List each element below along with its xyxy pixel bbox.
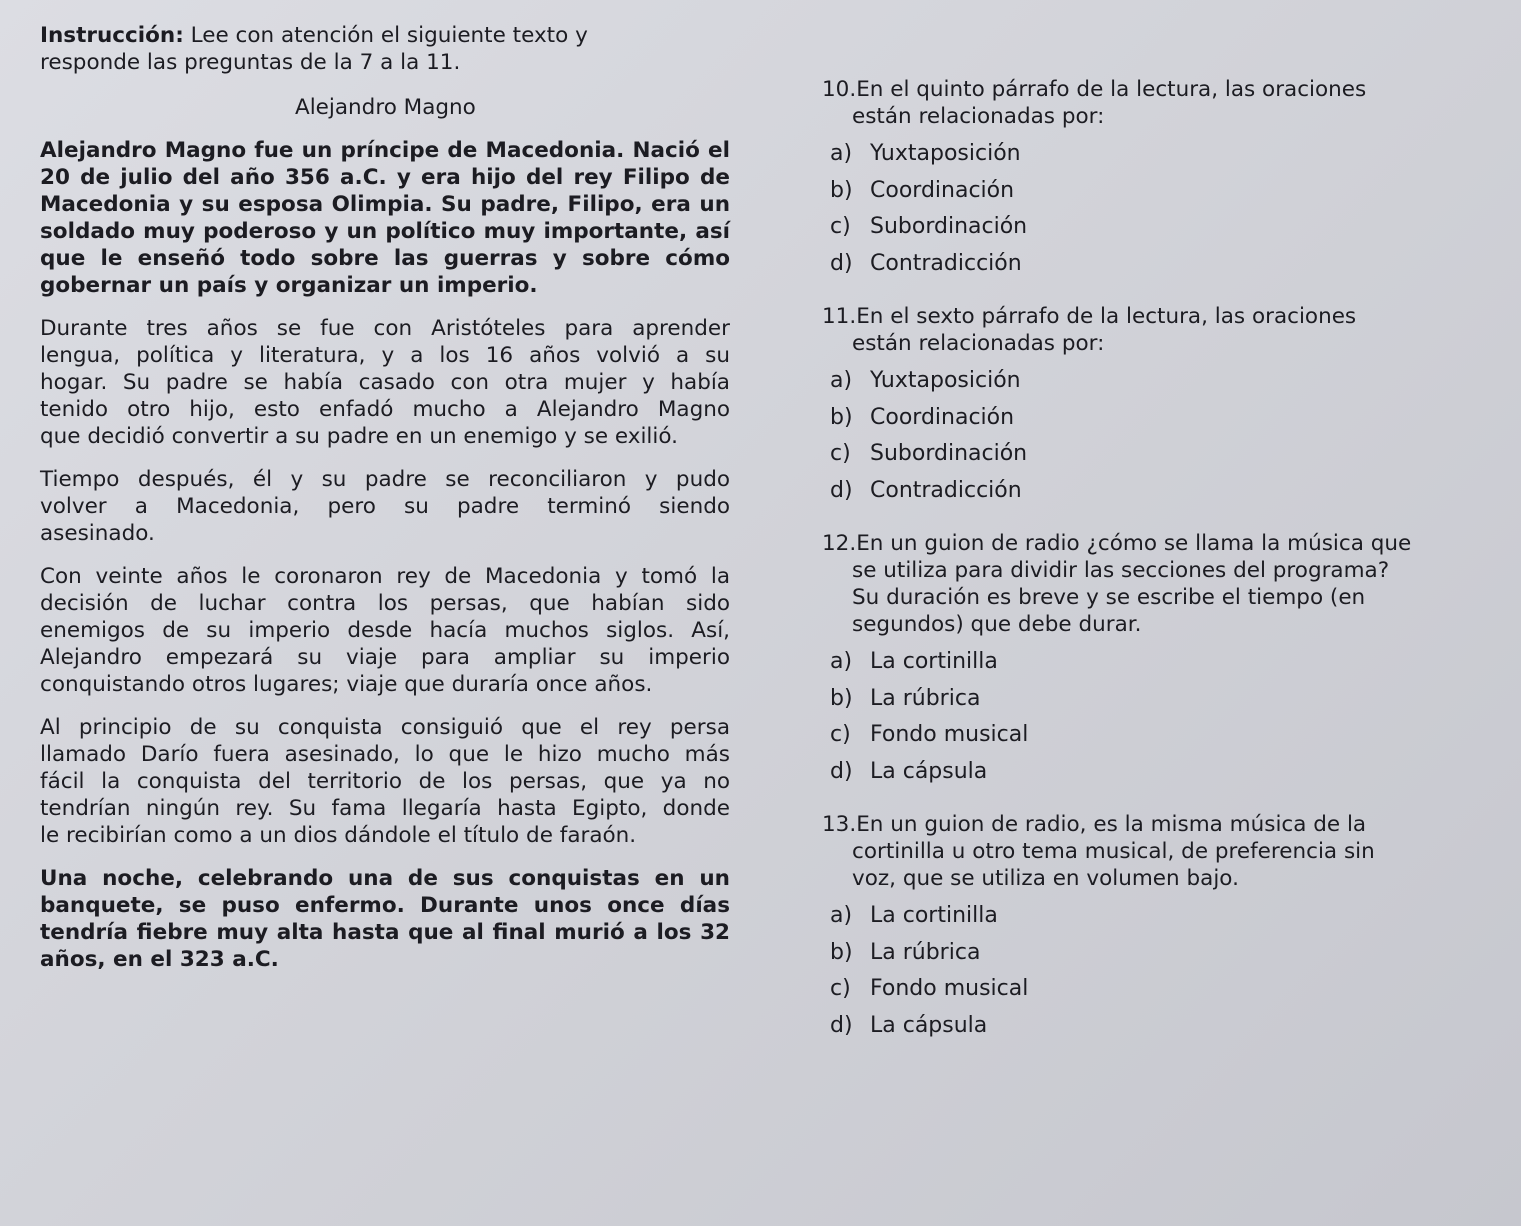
- option-text: Yuxtaposición: [870, 141, 1021, 166]
- paragraph-line: Durante tres años se fue con Aristóteles para aprender: [40, 316, 730, 341]
- option-letter: b): [830, 177, 853, 203]
- instruction-line-2: responde las preguntas de la 7 a la 11.: [40, 50, 461, 75]
- instruction: [40, 22, 730, 76]
- questions-column: [822, 76, 1492, 1044]
- option-b[interactable]: [822, 400, 1492, 437]
- option-text: Contradicción: [870, 477, 1022, 503]
- paragraph-line: Al principio de su conquista consiguió que el rey persa: [40, 715, 730, 740]
- option-text: Coordinación: [870, 404, 1015, 430]
- option-letter: a): [830, 368, 853, 393]
- paragraph-line: le recibirían como a un dios dándole el título de faraón.: [40, 823, 637, 848]
- option-text: Fondo musical: [870, 722, 1029, 747]
- paragraph-line: que decidió convertir a su padre en un enemigo y se exilió.: [40, 424, 678, 449]
- option-letter: a): [830, 903, 853, 928]
- paragraph-1: [40, 137, 730, 299]
- paragraph-line: que le enseñó todo sobre las guerras y sobre cómo: [40, 246, 730, 271]
- paragraph-line: Alejandro empezará su viaje para ampliar su imperio: [40, 645, 730, 670]
- paragraph-line: lengua, política y literatura, y a los 16 años volvió a su: [40, 343, 730, 368]
- paragraph-line: conquistando otros lugares; viaje que duraría once años.: [40, 672, 653, 697]
- option-text: La rúbrica: [870, 939, 981, 965]
- paragraph-2: [40, 315, 730, 450]
- question-stem: 11.En el sexto párrafo de la lectura, las oraciones: [822, 304, 1357, 329]
- option-text: Subordinación: [870, 214, 1028, 239]
- paragraph-line: 20 de julio del año 356 a.C. y era hijo del rey Filipo de: [40, 165, 730, 190]
- question-stem: 10.En el quinto párrafo de la lectura, las oraciones: [822, 77, 1367, 102]
- paragraph-5: [40, 714, 730, 849]
- option-c[interactable]: [822, 717, 1492, 754]
- paragraph-line: enemigos de su imperio desde hacía muchos siglos. Así,: [40, 618, 730, 643]
- instruction-label: Instrucción:: [40, 23, 184, 48]
- instruction-line-1: [40, 22, 730, 49]
- option-letter: a): [830, 649, 853, 674]
- question-stem: cortinilla u otro tema musical, de preferencia sin: [852, 839, 1375, 864]
- option-text: Coordinación: [870, 177, 1015, 203]
- question-stem: están relacionadas por:: [852, 104, 1105, 129]
- paragraph-line: Tiempo después, él y su padre se reconciliaron y pudo: [40, 467, 730, 492]
- paragraph-6: [40, 865, 730, 973]
- option-letter: d): [830, 477, 853, 503]
- option-b[interactable]: [822, 935, 1492, 972]
- option-text: Yuxtaposición: [870, 368, 1021, 393]
- option-text: La rúbrica: [870, 685, 981, 711]
- paragraph-line: hogar. Su padre se había casado con otra mujer y había: [40, 370, 730, 395]
- options-list: [822, 136, 1492, 282]
- option-a[interactable]: [822, 136, 1492, 173]
- paragraph-4: [40, 563, 730, 698]
- question-11: [822, 303, 1492, 509]
- option-a[interactable]: [822, 363, 1492, 400]
- option-d[interactable]: [822, 754, 1492, 791]
- option-d[interactable]: [822, 473, 1492, 510]
- paragraph-line: fácil la conquista del territorio de los persas, que ya no: [40, 769, 730, 794]
- question-stem: 13.En un guion de radio, es la misma música de la: [822, 812, 1367, 837]
- option-letter: c): [830, 722, 851, 747]
- option-letter: a): [830, 141, 853, 166]
- paragraph-line: Alejandro Magno fue un príncipe de Macedonia. Nació el: [40, 138, 730, 163]
- option-c[interactable]: [822, 209, 1492, 246]
- question-stem: segundos) que debe durar.: [852, 612, 1142, 637]
- question-stem: están relacionadas por:: [852, 331, 1105, 356]
- options-list: [822, 363, 1492, 509]
- reading-title: Alejandro Magno: [295, 95, 476, 120]
- question-12: [822, 530, 1492, 790]
- options-list: [822, 644, 1492, 790]
- paragraph-line: tendría fiebre muy alta hasta que al final murió a los 32: [40, 920, 730, 945]
- paragraph-line: gobernar un país y organizar un imperio.: [40, 273, 538, 298]
- question-stem: voz, que se utiliza en volumen bajo.: [852, 866, 1239, 891]
- paragraph-line: tendrían ningún rey. Su fama llegaría hasta Egipto, donde: [40, 796, 730, 821]
- option-text: Subordinación: [870, 441, 1028, 466]
- option-letter: d): [830, 758, 853, 784]
- option-letter: c): [830, 214, 851, 239]
- question-stem: Su duración es breve y se escribe el tiempo (en: [852, 585, 1366, 610]
- paragraph-line: Una noche, celebrando una de sus conquistas en un: [40, 866, 730, 891]
- option-c[interactable]: [822, 971, 1492, 1008]
- paragraph-line: asesinado.: [40, 521, 155, 546]
- option-a[interactable]: [822, 644, 1492, 681]
- paragraph-line: Macedonia y su esposa Olimpia. Su padre, Filipo, era un: [40, 192, 730, 217]
- option-a[interactable]: [822, 898, 1492, 935]
- paragraph-line: tenido otro hijo, esto enfadó mucho a Alejandro Magno: [40, 397, 730, 422]
- option-text: La cápsula: [870, 1012, 988, 1038]
- option-letter: c): [830, 976, 851, 1001]
- paragraph-line: volver a Macedonia, pero su padre terminó siendo: [40, 494, 730, 519]
- question-stem: se utiliza para dividir las secciones del programa?: [852, 558, 1390, 583]
- option-text: Fondo musical: [870, 976, 1029, 1001]
- option-letter: b): [830, 685, 853, 711]
- question-13: [822, 811, 1492, 1044]
- option-d[interactable]: [822, 1008, 1492, 1045]
- option-b[interactable]: [822, 173, 1492, 210]
- question-stem: 12.En un guion de radio ¿cómo se llama la música que: [822, 531, 1412, 556]
- paragraph-line: decisión de luchar contra los persas, que habían sido: [40, 591, 730, 616]
- option-text: Contradicción: [870, 250, 1022, 276]
- paragraph-line: banquete, se puso enfermo. Durante unos once días: [40, 893, 730, 918]
- option-text: La cápsula: [870, 758, 988, 784]
- option-d[interactable]: [822, 246, 1492, 283]
- paragraph-line: llamado Darío fuera asesinado, lo que le hizo mucho más: [40, 742, 730, 767]
- paragraph-line: Con veinte años le coronaron rey de Macedonia y tomó la: [40, 564, 730, 589]
- option-c[interactable]: [822, 436, 1492, 473]
- paragraph-line: soldado muy poderoso y un político muy importante, así: [40, 219, 730, 244]
- paragraph-3: [40, 466, 730, 547]
- option-b[interactable]: [822, 681, 1492, 718]
- option-letter: b): [830, 939, 853, 965]
- option-letter: d): [830, 1012, 853, 1038]
- option-text: La cortinilla: [870, 903, 998, 928]
- reading-column: [40, 22, 730, 973]
- option-letter: d): [830, 250, 853, 276]
- options-list: [822, 898, 1492, 1044]
- instruction-text: Lee con atención el siguiente texto y: [183, 23, 588, 48]
- option-text: La cortinilla: [870, 649, 998, 674]
- option-letter: b): [830, 404, 853, 430]
- option-letter: c): [830, 441, 851, 466]
- paragraph-line: años, en el 323 a.C.: [40, 947, 279, 972]
- question-10: [822, 76, 1492, 282]
